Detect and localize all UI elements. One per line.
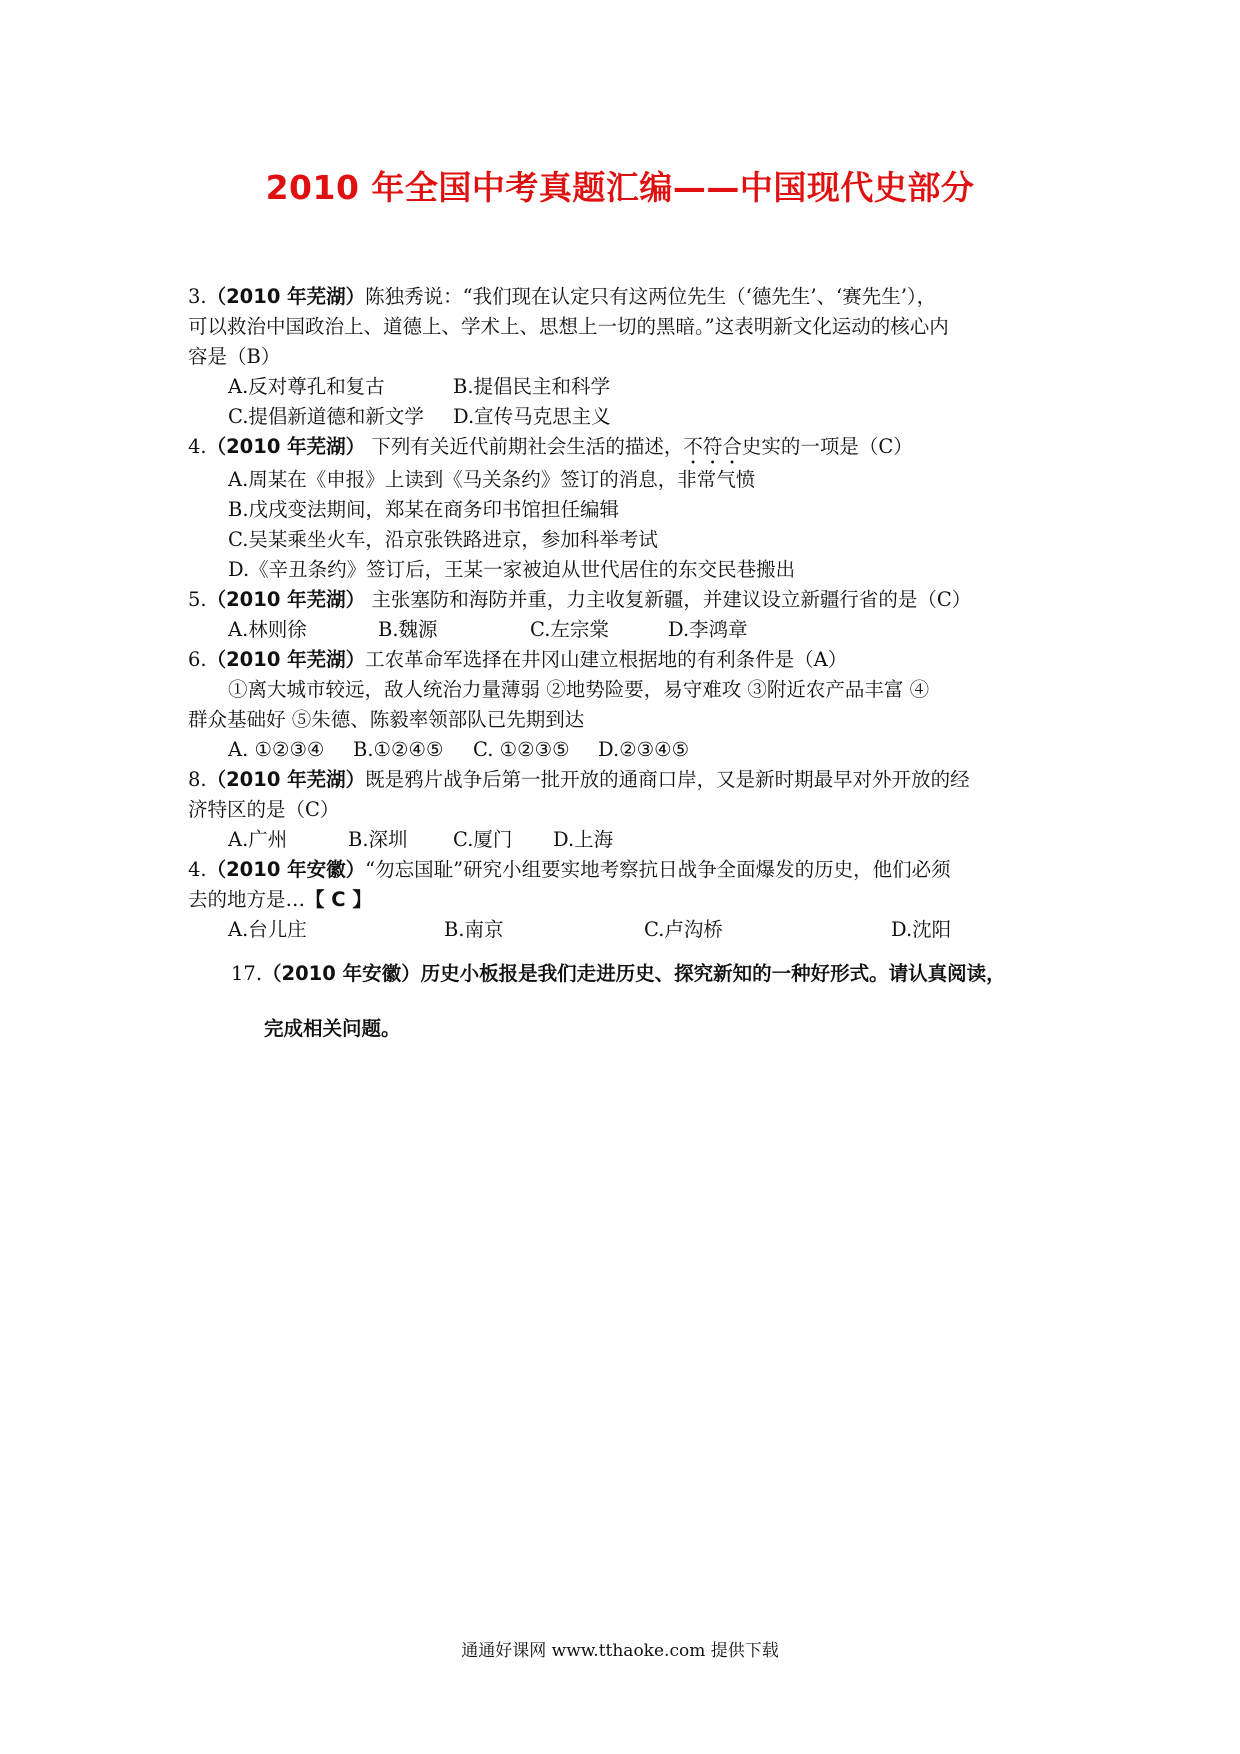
- q5-option-a: A.林则徐: [228, 618, 307, 641]
- question-source: （2010 年芜湖）: [206, 768, 366, 791]
- q8-option-d: D.上海: [553, 828, 614, 851]
- question-3-line-2: 可以救治中国政治上、道德上、学术上、思想上一切的黑暗。”这表明新文化运动的核心内: [188, 315, 949, 338]
- q8-option-c: C.厦门: [453, 828, 513, 851]
- q4-option-c: C.吴某乘坐火车，沿京张铁路进京，参加科举考试: [228, 528, 658, 551]
- answer-bracket: 【 C 】: [305, 888, 372, 911]
- q5-option-c: C.左宗棠: [530, 618, 609, 641]
- q6-option-d: D.②③④⑤: [598, 738, 690, 761]
- q8-option-a: A.广州: [228, 828, 288, 851]
- q3-option-c: C.提倡新道德和新文学: [228, 405, 424, 428]
- question-text: 史实的一项是（C）: [741, 435, 913, 458]
- question-17-line-2: 完成相关问题。: [264, 1017, 401, 1040]
- question-text: 去的地方是…: [188, 888, 306, 911]
- question-text: 陈独秀说：“我们现在认定只有这两位先生（‘德先生’、‘赛先生’），: [365, 285, 937, 308]
- q8-option-b: B.深圳: [348, 828, 408, 851]
- emphasized-text: 不符合: [683, 435, 742, 458]
- question-6-line-3: 群众基础好 ⑤朱德、陈毅率领部队已先期到达: [188, 708, 585, 731]
- document-title: 2010 年全国中考真题汇编——中国现代史部分: [265, 168, 975, 207]
- question-source: （2010 年芜湖）: [206, 285, 366, 308]
- q6-option-b: B.①②④⑤: [353, 738, 444, 761]
- question-source: （2010 年安徽）: [262, 962, 421, 985]
- q4-option-a: A.周某在《申报》上读到《马关条约》签订的消息，非常气愤: [228, 468, 756, 491]
- question-4b-line-2: [188, 885, 372, 915]
- question-source: （2010 年芜湖）: [206, 588, 366, 611]
- question-number: 4.: [188, 858, 207, 881]
- question-text: 既是鸦片战争后第一批开放的通商口岸，又是新时期最早对外开放的经: [365, 768, 970, 791]
- q5-option-b: B.魏源: [378, 618, 438, 641]
- q4b-option-b: B.南京: [444, 918, 504, 941]
- question-3-line-1: [188, 282, 936, 312]
- question-5-line-1: [188, 585, 971, 615]
- question-6-line-1: [188, 645, 847, 675]
- q4b-option-c: C.卢沟桥: [644, 918, 723, 941]
- q3-option-b: B.提倡民主和科学: [453, 375, 611, 398]
- question-17-line-1: [231, 959, 1006, 989]
- q4-option-d: D.《辛丑条约》签订后，王某一家被迫从世代居住的东交民巷搬出: [228, 558, 796, 581]
- question-number: 8.: [188, 768, 207, 791]
- question-number: 5.: [188, 588, 207, 611]
- q3-option-a: A.反对尊孔和复古: [228, 375, 385, 398]
- question-4b-line-1: [188, 855, 951, 885]
- question-8-line-2: 济特区的是（C）: [188, 798, 340, 821]
- q6-option-c: C. ①②③⑤: [473, 738, 570, 761]
- q4-option-b: B.戊戌变法期间，郑某在商务印书馆担任编辑: [228, 498, 620, 521]
- q3-option-d: D.宣传马克思主义: [453, 405, 611, 428]
- q4b-option-a: A.台儿庄: [228, 918, 307, 941]
- question-text: 历史小板报是我们走进历史、探究新知的一种好形式。请认真阅读，: [420, 962, 1006, 985]
- question-number: 3.: [188, 285, 207, 308]
- question-text: 下列有关近代前期社会生活的描述，: [365, 435, 684, 458]
- question-number: 17.: [231, 962, 263, 985]
- q4b-option-d: D.沈阳: [891, 918, 952, 941]
- question-4-line-1: [188, 432, 913, 462]
- question-source: （2010 年芜湖）: [206, 435, 366, 458]
- question-8-line-1: [188, 765, 970, 795]
- question-3-line-3: 容是（B）: [188, 345, 281, 368]
- footer-credit: 通通好课网 www.tthaoke.com 提供下载: [461, 1641, 779, 1661]
- question-6-line-2: ①离大城市较远，敌人统治力量薄弱 ②地势险要，易守难攻 ③附近农产品丰富 ④: [228, 678, 930, 701]
- question-number: 4.: [188, 435, 207, 458]
- question-text: 工农革命军选择在井冈山建立根据地的有利条件是（A）: [365, 648, 848, 671]
- question-text: 主张塞防和海防并重，力主收复新疆，并建议设立新疆行省的是（C）: [365, 588, 972, 611]
- question-source: （2010 年芜湖）: [206, 648, 366, 671]
- question-number: 6.: [188, 648, 207, 671]
- q5-option-d: D.李鸿章: [668, 618, 748, 641]
- question-source: （2010 年安徽）: [206, 858, 366, 881]
- question-text: “勿忘国耻”研究小组要实地考察抗日战争全面爆发的历史，他们必须: [365, 858, 951, 881]
- q6-option-a: A. ①②③④: [228, 738, 325, 761]
